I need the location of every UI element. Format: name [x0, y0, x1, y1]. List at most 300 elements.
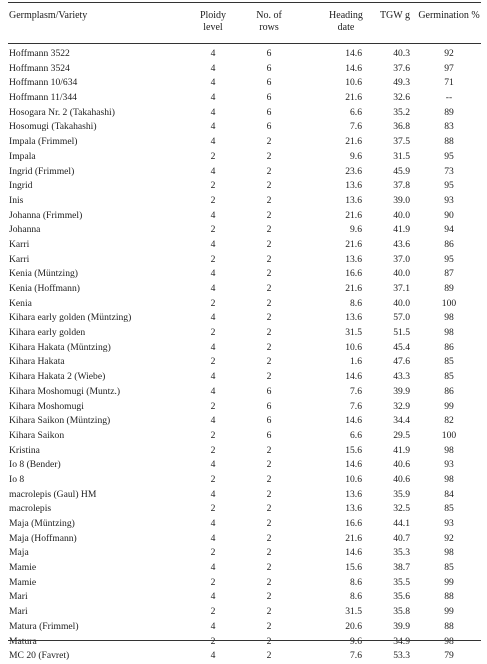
ploidy-cell: 4: [210, 62, 216, 74]
tgw-cell: 37.6: [393, 62, 410, 74]
tgw-cell: 45.4: [393, 341, 410, 353]
rows-cell: 2: [266, 209, 272, 221]
rows-cell: 6: [266, 62, 272, 74]
germination-cell: 86: [444, 341, 454, 353]
variety-cell: Kihara early golden: [9, 327, 86, 339]
germination-cell: 93: [444, 459, 454, 471]
germination-cell: 98: [444, 473, 454, 485]
table-row: [0, 91, 487, 106]
tgw-cell: 40.0: [393, 268, 410, 280]
ploidy-cell: 2: [210, 224, 216, 236]
tgw-cell: 57.0: [393, 312, 410, 324]
variety-cell: Kenia (Müntzing): [9, 268, 79, 280]
table-row: [0, 561, 487, 576]
tgw-cell: 37.1: [393, 283, 410, 294]
heading-date-cell: 21.6: [345, 136, 362, 148]
variety-cell: Johanna: [9, 224, 41, 236]
rows-cell: 2: [266, 180, 272, 192]
rows-cell: 6: [266, 48, 272, 59]
variety-cell: MC 20 (Favret): [9, 650, 70, 662]
germination-cell: 94: [444, 224, 454, 236]
germination-cell: 99: [444, 576, 454, 588]
tgw-cell: 34.9: [393, 635, 410, 647]
rows-cell: 2: [266, 136, 272, 148]
rows-cell: 2: [266, 620, 272, 632]
heading-date-cell: 13.6: [345, 194, 362, 206]
tgw-cell: 43.6: [393, 238, 410, 250]
table-row: [0, 576, 487, 591]
germination-cell: 85: [444, 371, 454, 383]
tgw-cell: 40.3: [393, 48, 410, 59]
table-row: [0, 532, 487, 547]
germination-cell: 100: [441, 429, 457, 441]
variety-cell: Io 8 (Bender): [9, 459, 61, 471]
tgw-cell: 40.7: [393, 532, 410, 544]
heading-date-cell: 10.6: [345, 77, 362, 89]
tgw-cell: 35.3: [393, 547, 410, 559]
germination-cell: 95: [444, 150, 454, 162]
heading-date-cell: 31.5: [345, 606, 362, 618]
rows-cell: 6: [266, 121, 272, 133]
germination-cell: 85: [444, 562, 454, 574]
tgw-cell: 37.0: [393, 253, 410, 265]
germination-cell: 88: [444, 591, 454, 603]
rows-cell: 2: [266, 341, 272, 353]
header-ploidy: Ploidy level: [199, 10, 227, 33]
variety-cell: Kristina: [9, 444, 40, 456]
germination-cell: 89: [444, 283, 454, 294]
tgw-cell: 39.9: [393, 620, 410, 632]
heading-date-cell: 21.6: [345, 238, 362, 250]
rows-cell: 2: [266, 488, 272, 500]
table-row: [0, 267, 487, 282]
ploidy-cell: 4: [210, 106, 216, 118]
ploidy-cell: 2: [210, 194, 216, 206]
tgw-cell: 35.9: [393, 488, 410, 500]
rows-cell: 2: [266, 459, 272, 471]
header-rows: No. of rows: [256, 10, 282, 33]
variety-cell: Mamie: [9, 562, 37, 574]
variety-cell: Hoffmann 11/344: [9, 92, 77, 104]
ploidy-cell: 4: [210, 238, 216, 250]
ploidy-cell: 4: [210, 312, 216, 324]
tgw-cell: 40.6: [393, 459, 410, 471]
tgw-cell: 38.7: [393, 562, 410, 574]
ploidy-cell: 4: [210, 209, 216, 221]
heading-date-cell: 7.6: [350, 400, 362, 412]
ploidy-cell: 2: [210, 297, 216, 309]
tgw-cell: 39.9: [393, 385, 410, 397]
ploidy-cell: 4: [210, 488, 216, 500]
variety-cell: Kihara Saikon (Müntzing): [9, 415, 111, 427]
heading-date-cell: 21.6: [345, 209, 362, 221]
table-row: [0, 546, 487, 561]
ploidy-cell: 4: [210, 268, 216, 280]
rows-cell: 2: [266, 297, 272, 309]
tgw-cell: 35.8: [393, 606, 410, 618]
variety-cell: Kihara Hakata (Müntzing): [9, 341, 111, 353]
germination-cell: 79: [444, 650, 454, 662]
tgw-cell: 40.0: [393, 297, 410, 309]
ploidy-cell: 4: [210, 518, 216, 529]
heading-date-cell: 15.6: [345, 562, 362, 574]
heading-date-cell: 10.6: [345, 473, 362, 485]
germination-cell: 87: [444, 268, 454, 280]
ploidy-cell: 2: [210, 327, 216, 339]
heading-date-cell: 6.6: [350, 429, 362, 441]
variety-cell: Matura (Frimmel): [9, 620, 79, 632]
rows-cell: 6: [266, 92, 272, 104]
table-row: [0, 76, 487, 91]
variety-cell: Kihara Hakata 2 (Wiebe): [9, 371, 106, 383]
heading-date-cell: 10.6: [345, 341, 362, 353]
germination-cell: 93: [444, 518, 454, 529]
header-tgw: TGW g: [379, 10, 411, 21]
heading-date-cell: 8.6: [350, 576, 362, 588]
heading-date-cell: 13.6: [345, 312, 362, 324]
germination-cell: 98: [444, 312, 454, 324]
germination-cell: 71: [444, 77, 454, 89]
heading-date-cell: 21.6: [345, 92, 362, 104]
variety-cell: Ingrid (Frimmel): [9, 165, 75, 177]
germination-cell: 83: [444, 121, 454, 133]
tgw-cell: 35.2: [393, 106, 410, 118]
variety-cell: Johanna (Frimmel): [9, 209, 83, 221]
heading-date-cell: 14.6: [345, 547, 362, 559]
rows-cell: 2: [266, 268, 272, 280]
variety-cell: Matura: [9, 635, 37, 647]
table-row: [0, 473, 487, 488]
heading-date-cell: 7.6: [350, 121, 362, 133]
table-row: [0, 355, 487, 370]
tgw-cell: 41.9: [393, 224, 410, 236]
variety-cell: Karri: [9, 238, 30, 250]
variety-cell: Maja (Müntzing): [9, 518, 75, 529]
rows-cell: 2: [266, 194, 272, 206]
rows-cell: 2: [266, 591, 272, 603]
ploidy-cell: 2: [210, 635, 216, 647]
tgw-cell: 32.5: [393, 503, 410, 515]
rows-cell: 2: [266, 312, 272, 324]
variety-cell: Kenia: [9, 297, 32, 309]
tgw-cell: 31.5: [393, 150, 410, 162]
germination-cell: 90: [444, 209, 454, 221]
tgw-cell: 36.8: [393, 121, 410, 133]
germination-cell: 97: [444, 62, 454, 74]
rows-cell: 2: [266, 562, 272, 574]
table-row: [0, 62, 487, 77]
tgw-cell: 29.5: [393, 429, 410, 441]
ploidy-cell: 2: [210, 444, 216, 456]
germination-cell: 88: [444, 136, 454, 148]
rows-cell: 2: [266, 253, 272, 265]
ploidy-cell: 4: [210, 650, 216, 662]
ploidy-cell: 4: [210, 341, 216, 353]
table-row: [0, 370, 487, 385]
germination-cell: 98: [444, 635, 454, 647]
heading-date-cell: 15.6: [345, 444, 362, 456]
germination-cell: 84: [444, 488, 454, 500]
rows-cell: 2: [266, 283, 272, 294]
heading-date-cell: 14.6: [345, 459, 362, 471]
germination-cell: --: [445, 92, 453, 104]
variety-cell: Karri: [9, 253, 30, 265]
germination-cell: 82: [444, 415, 454, 427]
ploidy-cell: 4: [210, 121, 216, 133]
tgw-cell: 32.6: [393, 92, 410, 104]
ploidy-cell: 2: [210, 150, 216, 162]
tgw-cell: 39.0: [393, 194, 410, 206]
tgw-cell: 51.5: [393, 327, 410, 339]
ploidy-cell: 4: [210, 385, 216, 397]
ploidy-cell: 2: [210, 253, 216, 265]
table-row: [0, 238, 487, 253]
table-row: [0, 400, 487, 415]
heading-date-cell: 13.6: [345, 488, 362, 500]
variety-cell: Hosogara Nr. 2 (Takahashi): [9, 106, 115, 118]
tgw-cell: 32.9: [393, 400, 410, 412]
rows-cell: 2: [266, 150, 272, 162]
tgw-cell: 37.5: [393, 136, 410, 148]
heading-date-cell: 14.6: [345, 62, 362, 74]
table-row: [0, 590, 487, 605]
rows-cell: 2: [266, 503, 272, 515]
ploidy-cell: 2: [210, 180, 216, 192]
germination-cell: 85: [444, 356, 454, 368]
variety-cell: Mari: [9, 606, 28, 618]
table-row: [0, 165, 487, 180]
heading-date-cell: 8.6: [350, 591, 362, 603]
germination-cell: 86: [444, 238, 454, 250]
rows-cell: 6: [266, 400, 272, 412]
table-row: [0, 47, 487, 62]
table-row: [0, 150, 487, 165]
variety-cell: Impala: [9, 150, 36, 162]
rows-cell: 2: [266, 532, 272, 544]
ploidy-cell: 2: [210, 606, 216, 618]
variety-cell: Impala (Frimmel): [9, 136, 78, 148]
ploidy-cell: 4: [210, 92, 216, 104]
heading-date-cell: 13.6: [345, 180, 362, 192]
ploidy-cell: 4: [210, 532, 216, 544]
germination-cell: 92: [444, 532, 454, 544]
header-bottom-rule: [8, 43, 481, 44]
heading-date-cell: 14.6: [345, 415, 362, 427]
ploidy-cell: 2: [210, 429, 216, 441]
heading-date-cell: 16.6: [345, 268, 362, 280]
table-row: [0, 429, 487, 444]
table-row: [0, 444, 487, 459]
table-row: [0, 120, 487, 135]
heading-date-cell: 21.6: [345, 283, 362, 294]
variety-cell: Kihara Moshomugi (Muntz.): [9, 385, 121, 397]
variety-cell: Mari: [9, 591, 28, 603]
variety-cell: Inis: [9, 194, 24, 206]
tgw-cell: 44.1: [393, 518, 410, 529]
ploidy-cell: 2: [210, 400, 216, 412]
table-row: [0, 414, 487, 429]
table-row: [0, 135, 487, 150]
tgw-cell: 45.9: [393, 165, 410, 177]
table-row: [0, 649, 487, 664]
rows-cell: 2: [266, 371, 272, 383]
germination-cell: 85: [444, 503, 454, 515]
rows-cell: 2: [266, 444, 272, 456]
table-top-rule: [8, 2, 481, 3]
germination-cell: 95: [444, 180, 454, 192]
rows-cell: 2: [266, 606, 272, 618]
heading-date-cell: 8.6: [350, 297, 362, 309]
germination-cell: 100: [441, 297, 457, 309]
table-row: [0, 106, 487, 121]
table-row: [0, 209, 487, 224]
table-row: [0, 488, 487, 503]
variety-cell: macrolepis (Gaul) HM: [9, 488, 97, 500]
germination-cell: 93: [444, 194, 454, 206]
table-row: [0, 179, 487, 194]
tgw-cell: 35.6: [393, 591, 410, 603]
germination-cell: 99: [444, 400, 454, 412]
ploidy-cell: 4: [210, 77, 216, 89]
table-body: [0, 47, 487, 664]
table-row: [0, 341, 487, 356]
variety-cell: Hosomugi (Takahashi): [9, 121, 97, 133]
table-row: [0, 635, 487, 650]
heading-date-cell: 13.6: [345, 503, 362, 515]
table-row: [0, 620, 487, 635]
ploidy-cell: 4: [210, 459, 216, 471]
rows-cell: 2: [266, 238, 272, 250]
variety-cell: Kihara Moshomugi: [9, 400, 84, 412]
germination-cell: 95: [444, 253, 454, 265]
rows-cell: 6: [266, 429, 272, 441]
rows-cell: 2: [266, 518, 272, 529]
table-row: [0, 253, 487, 268]
heading-date-cell: 31.5: [345, 327, 362, 339]
variety-cell: Hoffmann 10/634: [9, 77, 78, 89]
heading-date-cell: 9.6: [350, 635, 362, 647]
ploidy-cell: 2: [210, 503, 216, 515]
ploidy-cell: 4: [210, 415, 216, 427]
variety-cell: Kihara early golden (Müntzing): [9, 312, 132, 324]
ploidy-cell: 4: [210, 620, 216, 632]
tgw-cell: 47.6: [393, 356, 410, 368]
rows-cell: 6: [266, 77, 272, 89]
variety-cell: Hoffmann 3524: [9, 62, 70, 74]
tgw-cell: 49.3: [393, 77, 410, 89]
header-germination: Germination %: [418, 10, 480, 21]
header-variety: Germplasm/Variety: [9, 10, 88, 21]
germination-cell: 88: [444, 620, 454, 632]
germination-cell: 98: [444, 327, 454, 339]
heading-date-cell: 14.6: [345, 371, 362, 383]
germination-cell: 99: [444, 606, 454, 618]
variety-cell: Kihara Saikon: [9, 429, 65, 441]
tgw-cell: 40.0: [393, 209, 410, 221]
table-row: [0, 297, 487, 312]
table-row: [0, 311, 487, 326]
variety-cell: Mamie: [9, 576, 37, 588]
variety-cell: Hoffmann 3522: [9, 48, 70, 59]
ploidy-cell: 2: [210, 547, 216, 559]
tgw-cell: 34.4: [393, 415, 410, 427]
table-bottom-rule: [8, 640, 481, 641]
germination-cell: 73: [444, 165, 454, 177]
table-row: [0, 502, 487, 517]
rows-cell: 6: [266, 415, 272, 427]
rows-cell: 2: [266, 165, 272, 177]
variety-cell: Maja (Hoffmann): [9, 532, 77, 544]
rows-cell: 2: [266, 576, 272, 588]
heading-date-cell: 9.6: [350, 150, 362, 162]
variety-cell: Ingrid: [9, 180, 33, 192]
germination-cell: 98: [444, 444, 454, 456]
ploidy-cell: 4: [210, 283, 216, 294]
germination-cell: 89: [444, 106, 454, 118]
heading-date-cell: 16.6: [345, 518, 362, 529]
heading-date-cell: 9.6: [350, 224, 362, 236]
ploidy-cell: 4: [210, 562, 216, 574]
ploidy-cell: 2: [210, 576, 216, 588]
rows-cell: 6: [266, 385, 272, 397]
variety-cell: Kihara Hakata: [9, 356, 65, 368]
rows-cell: 2: [266, 356, 272, 368]
ploidy-cell: 4: [210, 165, 216, 177]
heading-date-cell: 23.6: [345, 165, 362, 177]
table-row: [0, 605, 487, 620]
ploidy-cell: 2: [210, 356, 216, 368]
heading-date-cell: 21.6: [345, 532, 362, 544]
table-row: [0, 385, 487, 400]
germination-cell: 92: [444, 48, 454, 59]
heading-date-cell: 20.6: [345, 620, 362, 632]
rows-cell: 2: [266, 327, 272, 339]
rows-cell: 6: [266, 106, 272, 118]
rows-cell: 2: [266, 547, 272, 559]
heading-date-cell: 7.6: [350, 650, 362, 662]
table-row: [0, 282, 487, 297]
header-heading-date: Heading date: [329, 10, 363, 33]
rows-cell: 2: [266, 473, 272, 485]
rows-cell: 2: [266, 650, 272, 662]
variety-cell: Maja: [9, 547, 29, 559]
germination-cell: 98: [444, 547, 454, 559]
tgw-cell: 41.9: [393, 444, 410, 456]
heading-date-cell: 13.6: [345, 253, 362, 265]
table-row: [0, 517, 487, 532]
heading-date-cell: 6.6: [350, 106, 362, 118]
ploidy-cell: 2: [210, 473, 216, 485]
variety-cell: macrolepis: [9, 503, 52, 515]
tgw-cell: 37.8: [393, 180, 410, 192]
table-row: [0, 326, 487, 341]
heading-date-cell: 1.6: [350, 356, 362, 368]
tgw-cell: 53.3: [393, 650, 410, 662]
ploidy-cell: 4: [210, 371, 216, 383]
rows-cell: 2: [266, 224, 272, 236]
table-row: [0, 458, 487, 473]
tgw-cell: 35.5: [393, 576, 410, 588]
rows-cell: 2: [266, 635, 272, 647]
tgw-cell: 43.3: [393, 371, 410, 383]
tgw-cell: 40.6: [393, 473, 410, 485]
ploidy-cell: 4: [210, 48, 216, 59]
heading-date-cell: 7.6: [350, 385, 362, 397]
heading-date-cell: 14.6: [345, 48, 362, 59]
variety-cell: Io 8: [9, 473, 25, 485]
table-row: [0, 194, 487, 209]
table-row: [0, 223, 487, 238]
